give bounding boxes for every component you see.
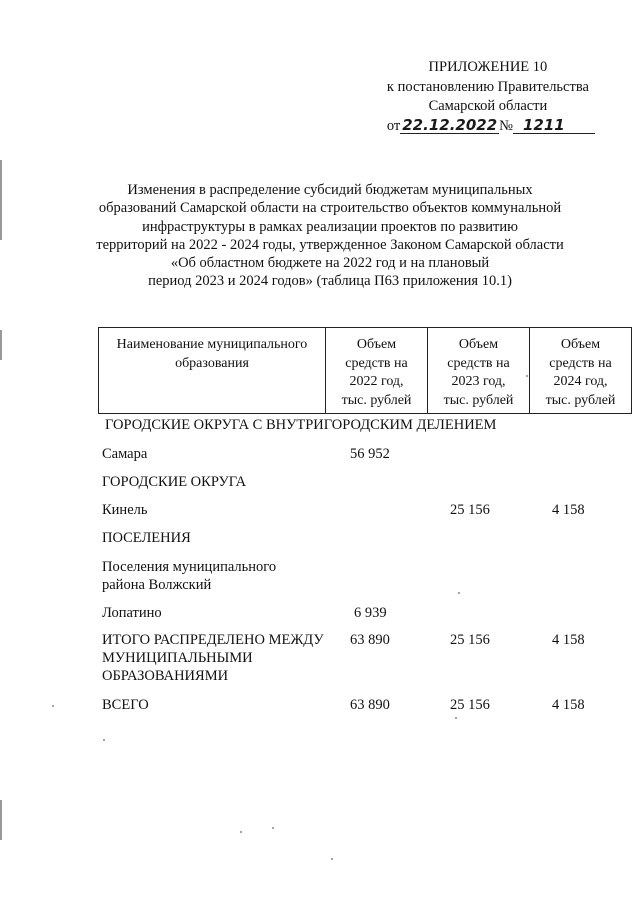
appendix-header [381, 58, 595, 136]
scan-speck [240, 831, 242, 833]
column-header-2022: Объем средств на 2022 год, тыс. рублей [326, 328, 428, 414]
municipality-name: Самара [102, 446, 148, 462]
scan-speck [52, 705, 54, 707]
scan-edge-mark [0, 160, 2, 240]
section-title: ГОРОДСКИЕ ОКРУГА С ВНУТРИГОРОДСКИМ ДЕЛЕНИЕМ [105, 417, 497, 433]
value-2022: 56 952 [350, 446, 390, 462]
appendix-number: ПРИЛОЖЕНИЕ 10 [428, 59, 548, 75]
scan-edge-mark [0, 330, 2, 360]
municipality-name: Кинель [102, 502, 148, 518]
title-line: «Об областном бюджете на 2022 год и на плановый [170, 255, 490, 272]
table-header [98, 327, 632, 414]
title-line: период 2023 и 2024 годов» (таблица П63 приложения 10.1) [148, 273, 512, 290]
scan-speck [526, 375, 528, 377]
value-2024: 4 158 [552, 632, 585, 648]
column-header-2023: Объем средств на 2023 год, тыс. рублей [428, 328, 530, 414]
handwritten-date: 22.12.2022 [402, 115, 498, 134]
value-2023: 25 156 [450, 697, 490, 713]
municipality-name: Поселения муниципального района Волжский [102, 559, 277, 593]
column-header-2024: Объем средств на 2024 год, тыс. рублей [530, 328, 632, 414]
document-title [60, 181, 600, 291]
scan-speck [331, 858, 333, 860]
value-2024: 4 158 [552, 502, 585, 518]
value-2024: 4 158 [552, 697, 585, 713]
resolution-date-line [387, 117, 595, 137]
appendix-resolution: к постановлению Правительства [386, 78, 589, 95]
date-prefix: от [386, 117, 401, 134]
value-2022: 63 890 [350, 697, 390, 713]
grand-total-label: ВСЕГО [102, 697, 149, 713]
table-header-row [99, 328, 632, 414]
value-2023: 25 156 [450, 502, 490, 518]
handwritten-number: 1211 [513, 117, 595, 134]
title-line: Изменения в распределение субсидий бюджетам муниципальных [127, 182, 533, 198]
scan-speck [458, 592, 460, 594]
appendix-region: Самарской области [428, 98, 548, 114]
value-2022: 63 890 [350, 632, 390, 648]
total-distributed-label: ИТОГО РАСПРЕДЕЛЕНО МЕЖДУ МУНИЦИПАЛЬНЫМИ ОБРАЗОВАНИЯМИ [102, 632, 324, 684]
municipality-name: Лопатино [102, 605, 162, 621]
scan-edge-mark [0, 800, 2, 840]
value-2023: 25 156 [450, 632, 490, 648]
value-2022: 6 939 [354, 605, 387, 621]
section-title: ПОСЕЛЕНИЯ [102, 530, 191, 546]
scan-speck [272, 827, 274, 829]
number-prefix: № [499, 117, 513, 134]
scan-speck [103, 739, 105, 741]
section-title: ГОРОДСКИЕ ОКРУГА [102, 474, 247, 490]
title-line: образований Самарской области на строительство объектов коммунальной [98, 200, 562, 217]
column-header-municipality: Наименование муниципального образования [99, 328, 326, 414]
title-line: территорий на 2022 - 2024 годы, утвержденное Законом Самарской области [96, 236, 564, 253]
scan-speck [455, 717, 457, 719]
title-line: инфраструктуры в рамках реализации проектов по развитию [142, 218, 518, 235]
